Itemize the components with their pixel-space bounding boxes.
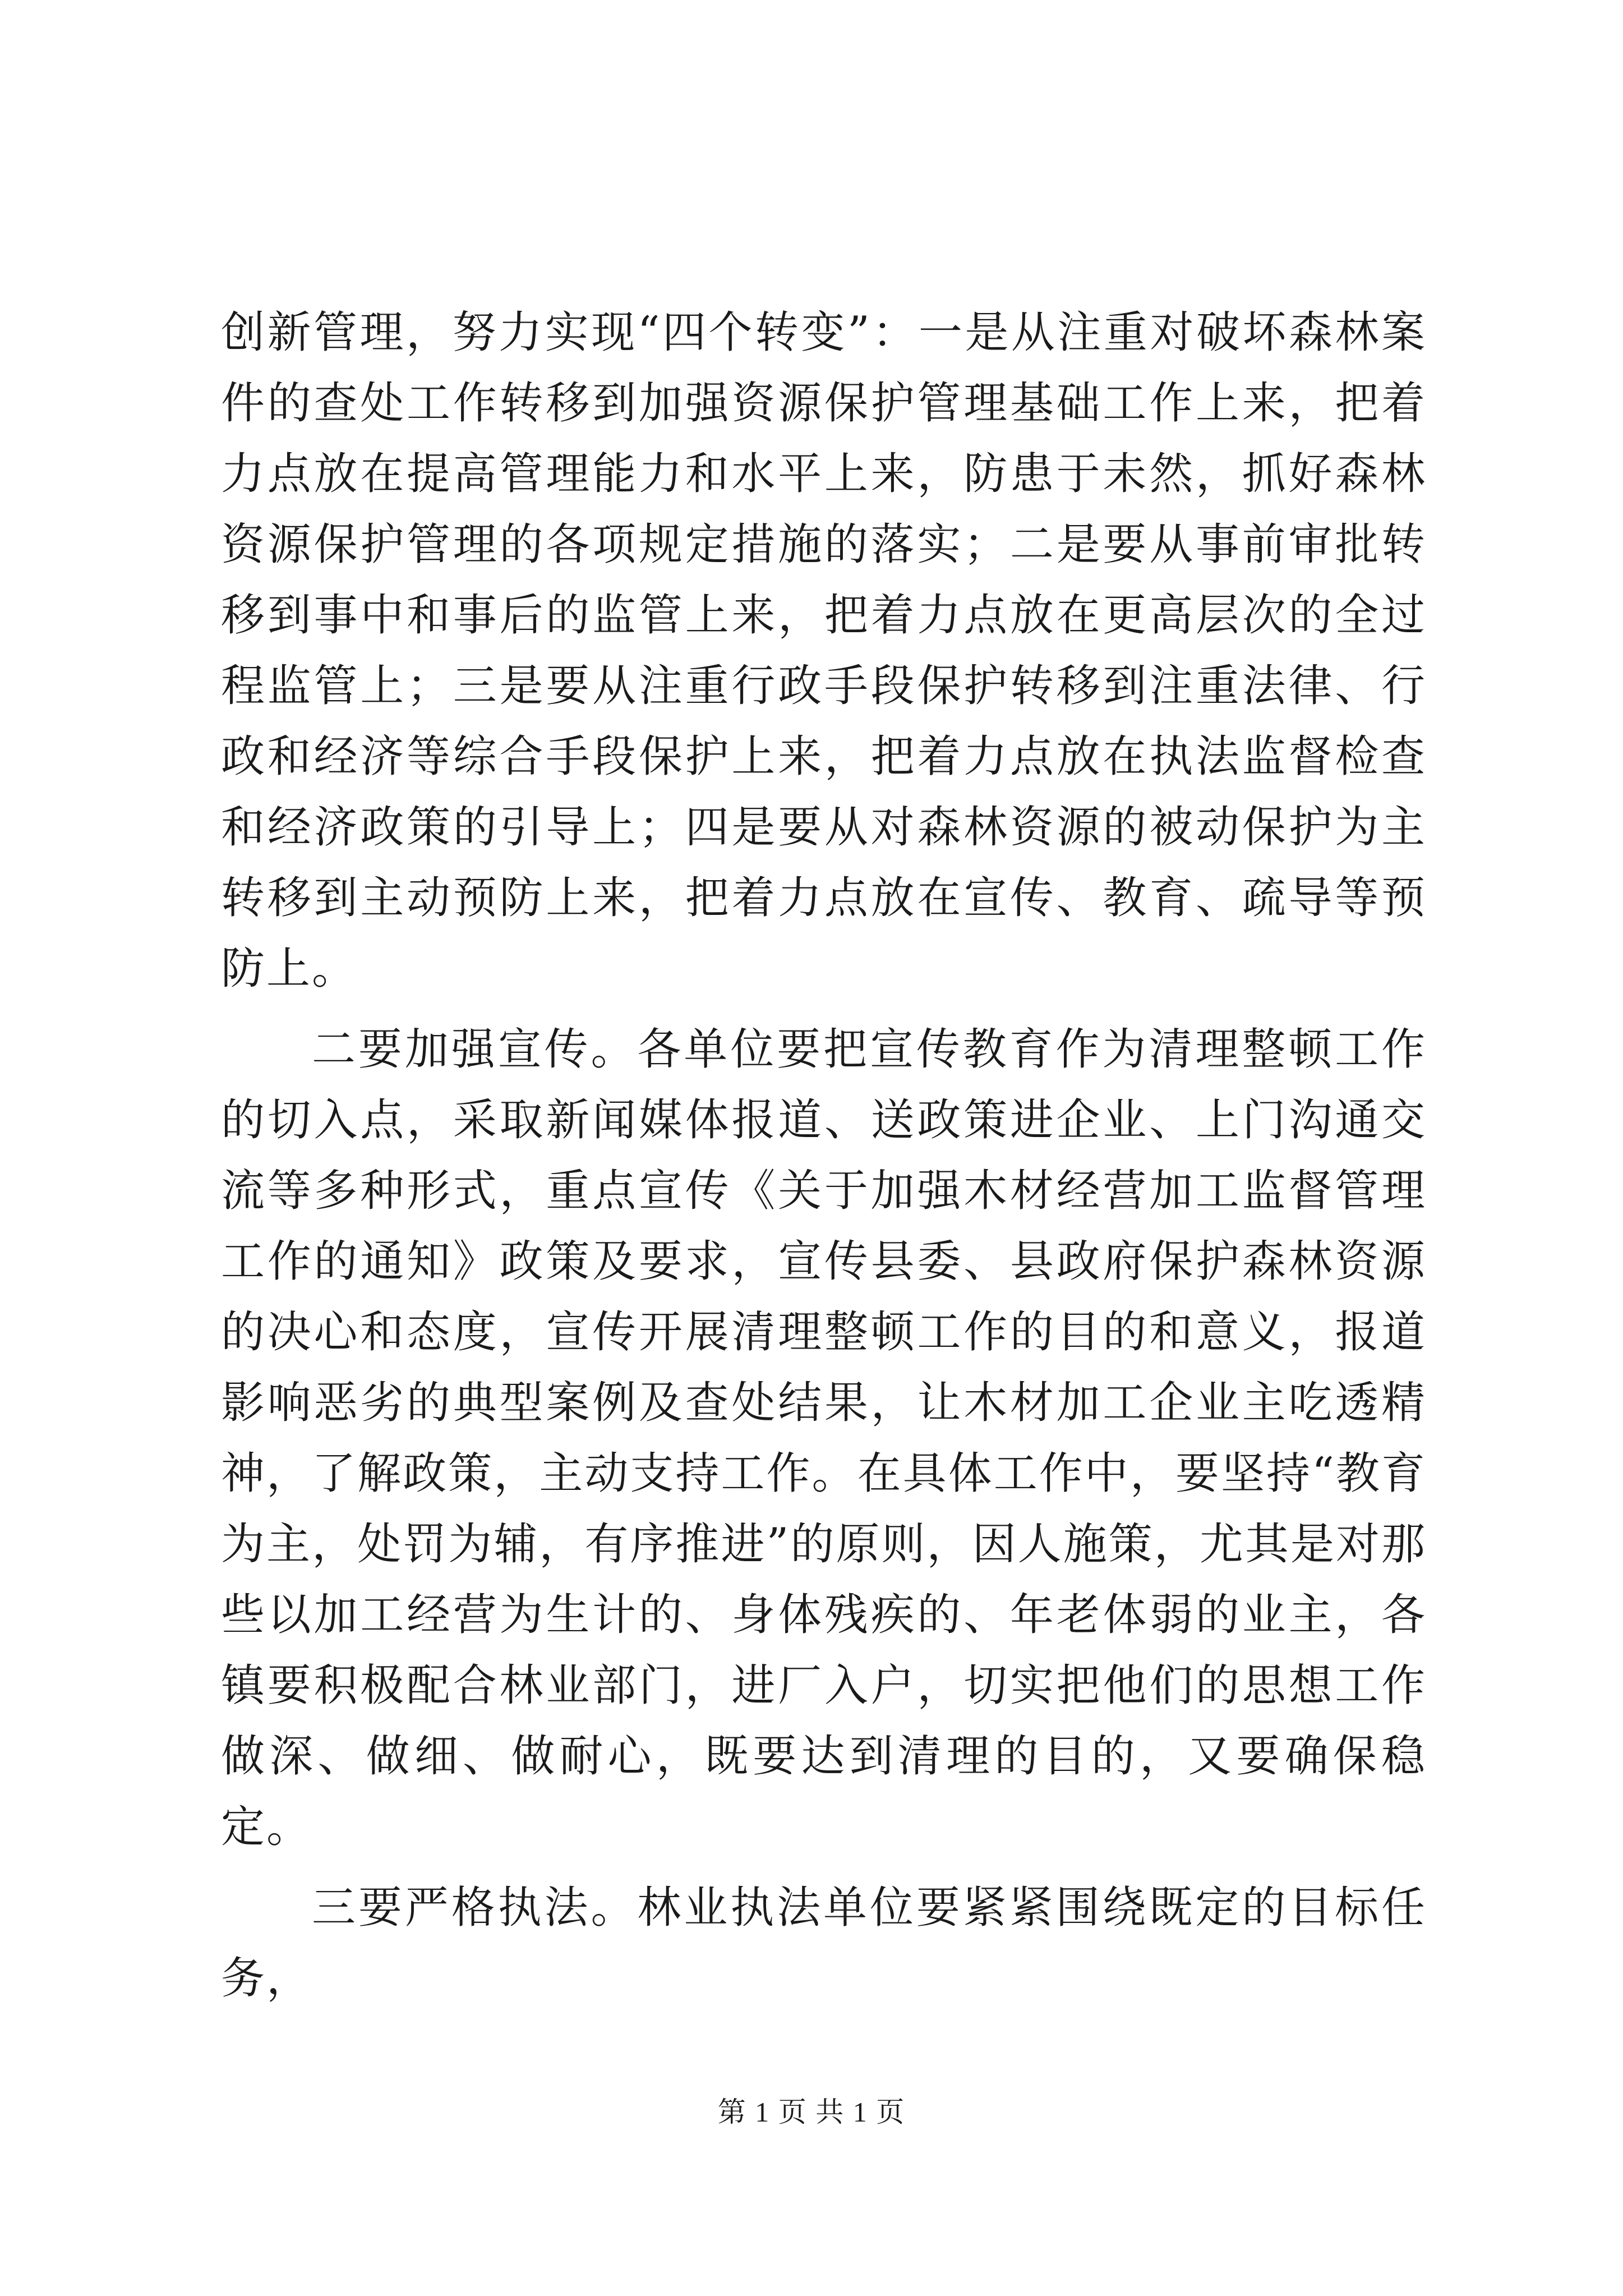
document-body [221,297,1427,2014]
paragraph-publicity: 二要加强宣传。各单位要把宣传教育作为清理整顿工作的切入点，采取新闻媒体报道、送政策进企业、上门沟通交流等多种形式，重点宣传《关于加强木材经营加工监督管理工作的通知》政策及要求，宣传县委、县政府保护森林资源的决心和态度，宣传开展清理整顿工作的目的和意义，报道影响恶劣的典型案例及查处结果，让木材加工企业主吃透精神，了解政策，主动支持工作。在具体工作中，要坚持“教育为主，处罚为辅，有序推进”的原则，因人施策，尤其是对那些以加工经营为生计的、身体残疾的、年老体弱的业主，各镇要积极配合林业部门，进厂入户，切实把他们的思想工作做深、做细、做耐心，既要达到清理的目的，又要确保稳定。 [221,1024,1427,1852]
page-footer: 第 1 页 共 1 页 [717,2096,906,2128]
paragraph-enforcement: 三要严格执法。林业执法单位要紧紧围绕既定的目标任务， [221,1883,1427,2004]
paragraph-continuation: 创新管理，努力实现“四个转变”：一是从注重对破坏森林案件的查处工作转移到加强资源保护管理基础工作上来，把着力点放在提高管理能力和水平上来，防患于未然，抓好森林资源保护管理的各项规定措施的落实；二是要从事前审批转移到事中和事后的监管上来，把着力点放在更高层次的全过程监管上；三是要从注重行政手段保护转移到注重法律、行政和经济等综合手段保护上来，把着力点放在执法监督检查和经济政策的引导上；四是要从对森林资源的被动保护为主转移到主动预防上来，把着力点放在宣传、教育、疏导等预防上。 [221,307,1427,994]
